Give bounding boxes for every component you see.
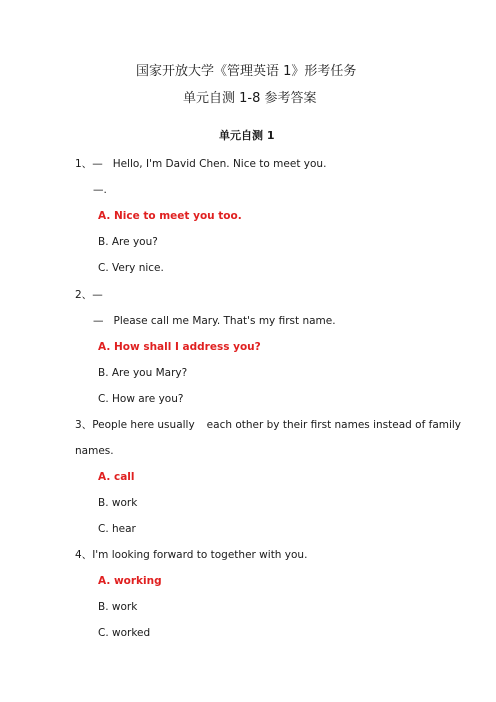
option: C. Very nice. — [98, 262, 164, 274]
dash-prefix: — — [93, 315, 104, 327]
question-2-reply — [93, 314, 336, 328]
question-1 — [75, 157, 326, 171]
option: B. Are you? — [98, 236, 158, 248]
option-correct: A. How shall I address you? — [98, 341, 261, 353]
question-prompt-part2: each other by their first names instead of family — [206, 419, 462, 431]
option: B. Are you Mary? — [98, 367, 188, 379]
question-number: 2、 — [75, 289, 93, 301]
dash-prefix: — — [92, 158, 103, 170]
question-2 — [75, 288, 103, 302]
question-1-reply: —. — [93, 184, 107, 196]
document-title: 国家开放大学《管理英语 1》形考任务 — [136, 64, 357, 79]
option: C. worked — [98, 627, 151, 639]
question-number: 3、 — [75, 419, 93, 431]
question-prompt-part1: People here usually — [92, 419, 195, 431]
question-prompt: — — [92, 289, 103, 301]
option-correct: A. call — [98, 471, 135, 483]
option: C. hear — [98, 523, 136, 535]
option: B. work — [98, 497, 138, 509]
section-heading: 单元自测 1 — [219, 129, 275, 142]
option: C. How are you? — [98, 393, 184, 405]
question-4 — [75, 548, 307, 562]
reply-text: Please call me Mary. That's my first name. — [113, 315, 336, 327]
question-number: 4、 — [75, 549, 93, 561]
option: B. work — [98, 601, 138, 613]
option-correct: A. Nice to meet you too. — [98, 210, 242, 222]
question-prompt: I'm looking forward to together with you. — [92, 549, 308, 561]
option-correct: A. working — [98, 575, 162, 587]
question-prompt: Hello, I'm David Chen. Nice to meet you. — [112, 158, 327, 170]
question-3-continuation: names. — [75, 445, 114, 457]
question-3 — [75, 418, 461, 432]
document-subtitle: 单元自测 1-8 参考答案 — [183, 91, 317, 106]
question-number: 1、 — [75, 158, 93, 170]
